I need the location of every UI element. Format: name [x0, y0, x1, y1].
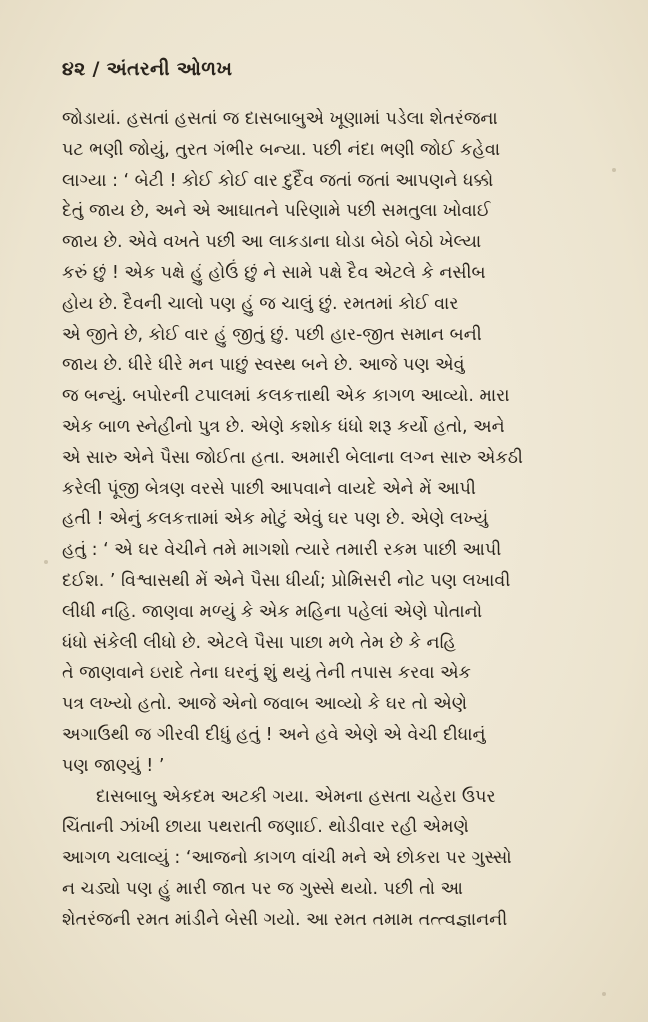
text-line: એ જીતે છે, કોઈ વાર હું જીતું છું. પછી હાર-જીત સમાન બની [62, 324, 482, 345]
paper-speck [44, 560, 48, 564]
text-line: એક બાળ સ્નેહીનો પુત્ર છે. એણે કશોક ધંધો શરૂ કર્યો હતો, અને [62, 416, 505, 437]
text-line: આગળ ચલાવ્યું : ‘આજનો કાગળ વાંચી મને એ છોકરા પર ગુસ્સો [62, 848, 512, 869]
text-line: તે જાણવાને ઇરાદે તેના ઘરનું શું થયું તેની તપાસ કરવા એક [62, 663, 471, 684]
text-line: દઈશ. ’ વિશ્વાસથી મેં એને પૈસા ધીર્યા; પ્રોમિસરી નોટ પણ લખાવી [62, 570, 511, 591]
text-line: જોડાયાં. હસતાં હસતાં જ દાસબાબુએ ખૂણામાં પડેલા શેતરંજના [62, 109, 498, 129]
paragraph-2 [62, 782, 602, 936]
paper-speck [612, 168, 616, 172]
text-line: કરું છું ! એક પક્ષે હું હોઉં છું ને સામે પક્ષે દૈવ એટલે કે નસીબ [62, 262, 486, 283]
text-line: દાસબાબુ એકદમ અટકી ગયા. એમના હસતા ચહેરા ઉપર [96, 786, 496, 807]
text-line: ન ચડ્યો પણ હું મારી જાત પર જ ગુસ્સે થયો. પછી તો આ [62, 878, 463, 899]
body-text [62, 104, 602, 936]
text-line: લાગ્યા : ‘ બેટી ! કોઈ કોઈ વાર દુર્દૈવ જતાં જતાં આપણને ધક્કો [62, 170, 494, 191]
text-line: જાય છે. એવે વખતે પછી આ લાકડાના ઘોડા બેઠો બેઠો ખેલ્યા [62, 232, 482, 253]
paper-speck [602, 992, 606, 996]
text-line: અગાઉથી જ ગીરવી દીધું હતું ! અને હવે એણે એ વેચી દીધાનું [62, 724, 486, 745]
text-line: હોય છે. દૈવની ચાલો પણ હું જ ચાલું છું. રમતમાં કોઈ વાર [62, 293, 459, 314]
text-line: પણ જાણ્યું ! ’ [62, 755, 165, 776]
text-line: પત્ર લખ્યો હતો. આજે એનો જવાબ આવ્યો કે ઘર તો એણે [62, 694, 467, 715]
text-line: કરેલી પૂંજી બેત્રણ વરસે પાછી આપવાને વાયદે એને મેં આપી [62, 478, 476, 499]
running-header: ૪૨ / અંતરની ઓળખ [62, 58, 233, 80]
text-line: જાય છે. ધીરે ધીરે મન પાછું સ્વસ્થ બને છે. આજે પણ એવું [62, 355, 465, 376]
text-line: શેતરંજની રમત માંડીને બેસી ગયો. આ રમત તમામ તત્ત્વજ્ઞાનની [62, 909, 508, 930]
text-line: હતી ! એનું કલકત્તામાં એક મોટું એવું ઘર પણ છે. એણે લખ્યું [62, 509, 489, 530]
text-line: ધંધો સંકેલી લીધો છે. એટલે પૈસા પાછા મળે તેમ છે કે નહિ [62, 632, 456, 653]
text-line: એ સારુ એને પૈસા જોઈતા હતા. અમારી બેલાના લગ્ન સારુ એકઠી [62, 447, 523, 468]
text-line: હતું : ‘ એ ઘર વેચીને તમે માગશો ત્યારે તમારી રકમ પાછી આપી [62, 540, 502, 561]
text-line: દેતું જાય છે, અને એ આઘાતને પરિણામે પછી સમતુલા ખોવાઈ [62, 201, 491, 222]
text-line: જ બન્યું. બપોરની ટપાલમાં કલકત્તાથી એક કાગળ આવ્યો. મારા [62, 386, 510, 407]
text-line: પટ ભણી જોયું, તુરત ગંભીર બન્યા. પછી નંદા ભણી જોઈ કહેવા [62, 139, 501, 160]
text-line: ચિંતાની ઝાંખી છાયા પથરાતી જણાઈ. થોડીવાર રહી એમણે [62, 817, 469, 838]
text-line: લીધી નહિ. જાણવા મળ્યું કે એક મહિના પહેલાં એણે પોતાનો [62, 601, 483, 622]
paragraph-1 [62, 104, 602, 782]
